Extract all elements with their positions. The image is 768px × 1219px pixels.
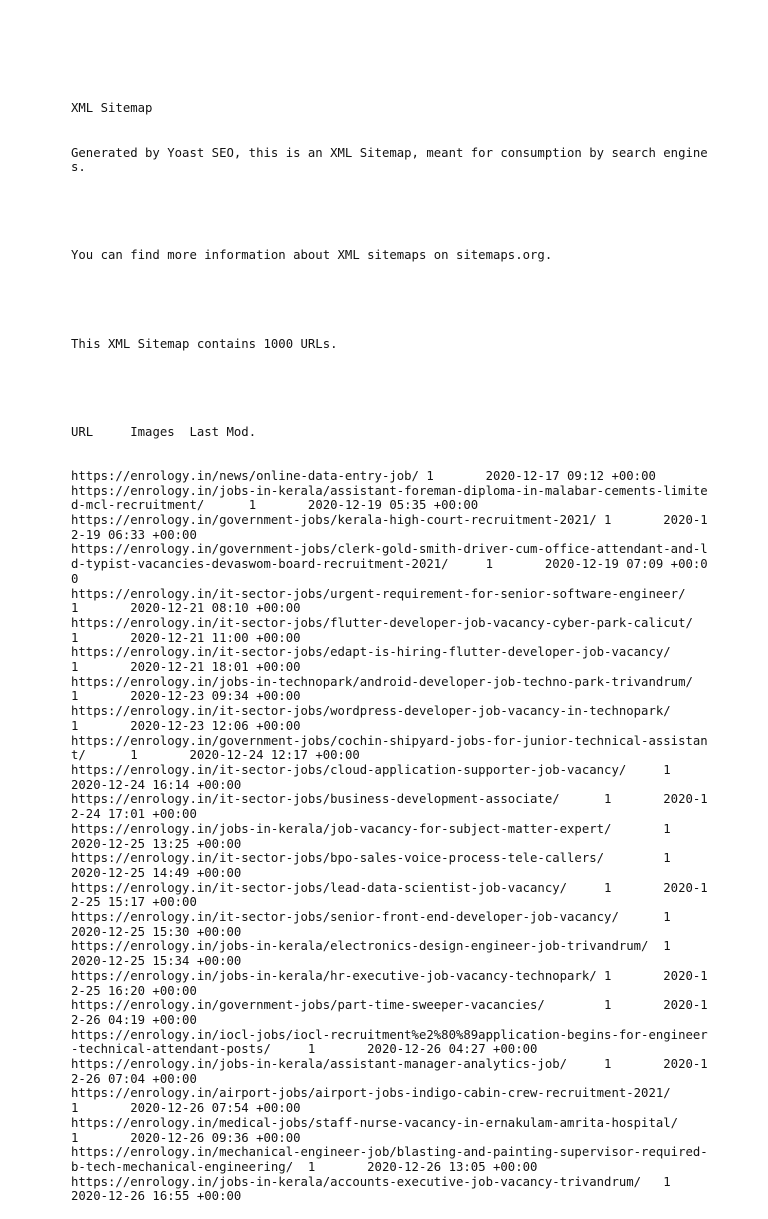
table-row[interactable]: https://enrology.in/mechanical-engineer-job/blasting-and-painting-supervisor-required-b-tech-mechanical-engineering/ 1 2020-12-26 13:05 +00:00 [71, 1145, 708, 1174]
table-row[interactable]: https://enrology.in/government-jobs/part-time-sweeper-vacancies/ 1 2020-12-26 04:19 +00:00 [71, 998, 708, 1027]
table-row[interactable]: https://enrology.in/government-jobs/cochin-shipyard-jobs-for-junior-technical-assistant/ 1 2020-12-24 12:17 +00:00 [71, 733, 708, 763]
table-row[interactable]: https://enrology.in/news/online-data-entry-job/ 1 2020-12-17 09:12 +00:00 [71, 468, 656, 483]
sitemap-document [71, 72, 723, 1219]
table-row[interactable]: https://enrology.in/it-sector-jobs/bpo-sales-voice-process-tele-callers/ 1 2020-12-25 14:49 +00:00 [71, 851, 723, 880]
table-row[interactable]: https://enrology.in/jobs-in-kerala/assistant-manager-analytics-job/ 1 2020-12-26 07:04 +00:00 [71, 1057, 708, 1086]
table-row[interactable]: https://enrology.in/it-sector-jobs/cloud-application-supporter-job-vacancy/ 1 2020-12-24 16:14 +00:00 [71, 763, 723, 792]
table-row[interactable]: https://enrology.in/jobs-in-kerala/hr-executive-job-vacancy-technopark/ 1 2020-12-25 16:20 +00:00 [71, 968, 708, 998]
table-row[interactable]: https://enrology.in/it-sector-jobs/flutter-developer-job-vacancy-cyber-park-calicut/ 1 2020-12-21 11:00 +00:00 [71, 615, 723, 645]
intro-text: Generated by Yoast SEO, this is an XML Sitemap, meant for consumption by search engines. [71, 145, 708, 175]
spacer [71, 293, 711, 308]
table-row[interactable]: https://enrology.in/government-jobs/clerk-gold-smith-driver-cum-office-attendant-and-ld-typist-vacancies-devaswom-board-recruitment-2021/ 1 2020-12-19 07:09 +00:00 [71, 542, 708, 586]
more-info-text: You can find more information about XML sitemaps on sitemaps.org. [71, 248, 553, 263]
table-row[interactable]: https://enrology.in/medical-jobs/staff-nurse-vacancy-in-ernakulam-amrita-hospital/ 1 2020-12-26 09:36 +00:00 [71, 1115, 723, 1145]
table-header: URL Images Last Mod. [71, 424, 257, 439]
table-row[interactable]: https://enrology.in/it-sector-jobs/lead-data-scientist-job-vacancy/ 1 2020-12-25 15:17 +00:00 [71, 880, 708, 910]
table-row[interactable]: https://enrology.in/it-sector-jobs/wordpress-developer-job-vacancy-in-technopark/ 1 2020-12-23 12:06 +00:00 [71, 704, 723, 733]
table-row[interactable]: https://enrology.in/jobs-in-kerala/assistant-foreman-diploma-in-malabar-cements-limited-mcl-recruitment/ 1 2020-12-19 05:35 +00:00 [71, 483, 708, 513]
table-row[interactable]: https://enrology.in/iocl-jobs/iocl-recruitment%e2%80%89application-begins-for-engineer-technical-attendant-posts/ 1 2020-12-26 04:27 +00:00 [71, 1027, 708, 1057]
table-row[interactable]: https://enrology.in/jobs-in-kerala/job-vacancy-for-subject-matter-expert/ 1 2020-12-25 13:25 +00:00 [71, 821, 723, 851]
url-count-text: This XML Sitemap contains 1000 URLs. [71, 336, 338, 351]
table-row[interactable]: https://enrology.in/it-sector-jobs/edapt-is-hiring-flutter-developer-job-vacancy/ 1 2020-12-21 18:01 +00:00 [71, 645, 723, 675]
spacer [71, 204, 711, 219]
table-row[interactable]: https://enrology.in/it-sector-jobs/business-development-associate/ 1 2020-12-24 17:01 +00:00 [71, 792, 708, 822]
table-row[interactable]: https://enrology.in/jobs-in-technopark/android-developer-job-techno-park-trivandrum/ 1 2020-12-23 09:34 +00:00 [71, 674, 723, 704]
spacer [71, 381, 711, 396]
table-row[interactable]: https://enrology.in/it-sector-jobs/urgent-requirement-for-senior-software-engineer/ 1 2020-12-21 08:10 +00:00 [71, 586, 723, 616]
url-list [71, 468, 723, 1204]
page-title: XML Sitemap [71, 101, 153, 116]
table-row[interactable]: https://enrology.in/government-jobs/kerala-high-court-recruitment-2021/ 1 2020-12-19 06:33 +00:00 [71, 513, 708, 542]
table-row[interactable]: https://enrology.in/jobs-in-kerala/electronics-design-engineer-job-trivandrum/ 1 2020-12-25 15:34 +00:00 [71, 939, 723, 969]
table-row[interactable]: https://enrology.in/jobs-in-kerala/accounts-executive-job-vacancy-trivandrum/ 1 2020-12-26 16:55 +00:00 [71, 1174, 723, 1204]
table-row[interactable]: https://enrology.in/airport-jobs/airport-jobs-indigo-cabin-crew-recruitment-2021/ 1 2020-12-26 07:54 +00:00 [71, 1086, 723, 1116]
table-row[interactable]: https://enrology.in/it-sector-jobs/senior-front-end-developer-job-vacancy/ 1 2020-12-25 15:30 +00:00 [71, 910, 723, 939]
